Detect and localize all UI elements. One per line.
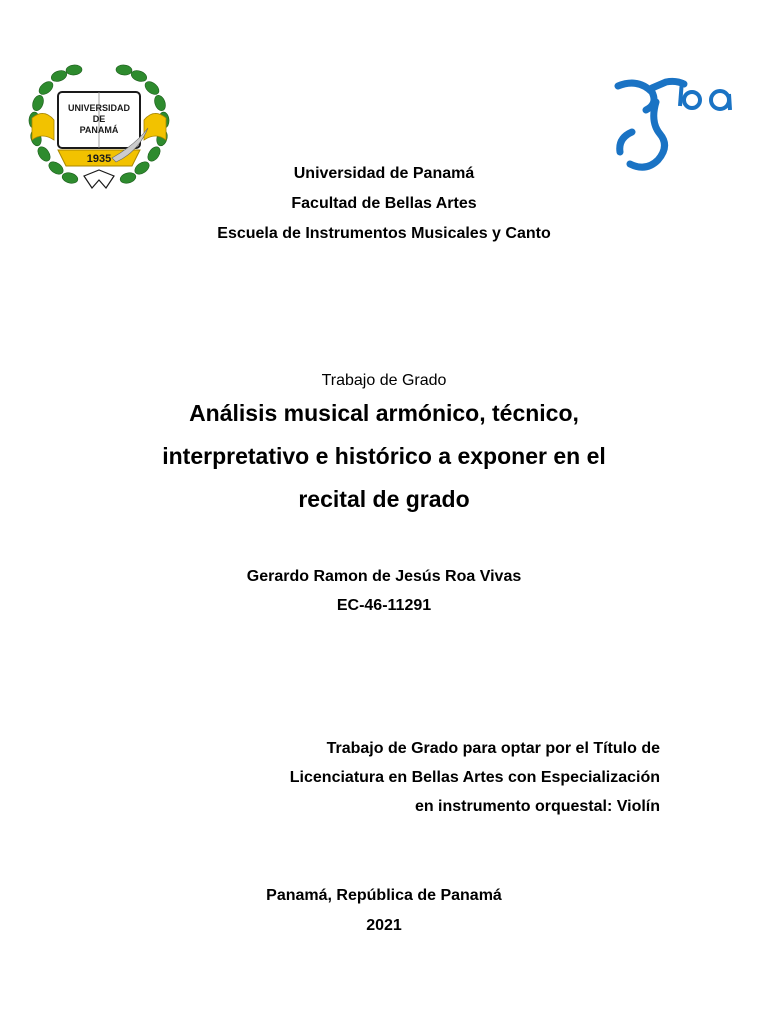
title-line-2: interpretativo e histórico a exponer en el <box>162 443 606 469</box>
year: 2021 <box>366 917 402 934</box>
work-type: Trabajo de Grado <box>321 372 447 389</box>
seal-text-bottom: PANAMÁ <box>79 125 119 135</box>
university-name: Universidad de Panamá <box>293 165 475 182</box>
school-name: Escuela de Instrumentos Musicales y Canto <box>217 225 551 242</box>
author-name: Gerardo Ramon de Jesús Roa Vivas <box>246 568 522 585</box>
faculty-logo <box>598 74 746 178</box>
purpose-line-1: Trabajo de Grado para optar por el Título de <box>326 740 660 757</box>
seal-text-mid: DE <box>92 114 106 124</box>
purpose-line-3: en instrumento orquestal: Violín <box>414 798 660 815</box>
title-line-3: recital de grado <box>298 486 470 512</box>
author-id: EC-46-11291 <box>336 597 432 614</box>
place: Panamá, República de Panamá <box>266 887 502 904</box>
seal-year: 1935 <box>86 153 112 165</box>
faculty-name: Facultad de Bellas Artes <box>291 195 477 212</box>
title-line-1: Análisis musical armónico, técnico, <box>189 400 579 426</box>
seal-text-top: UNIVERSIDAD <box>67 103 130 113</box>
purpose-line-2: Licenciatura en Bellas Artes con Especialización <box>289 769 660 786</box>
